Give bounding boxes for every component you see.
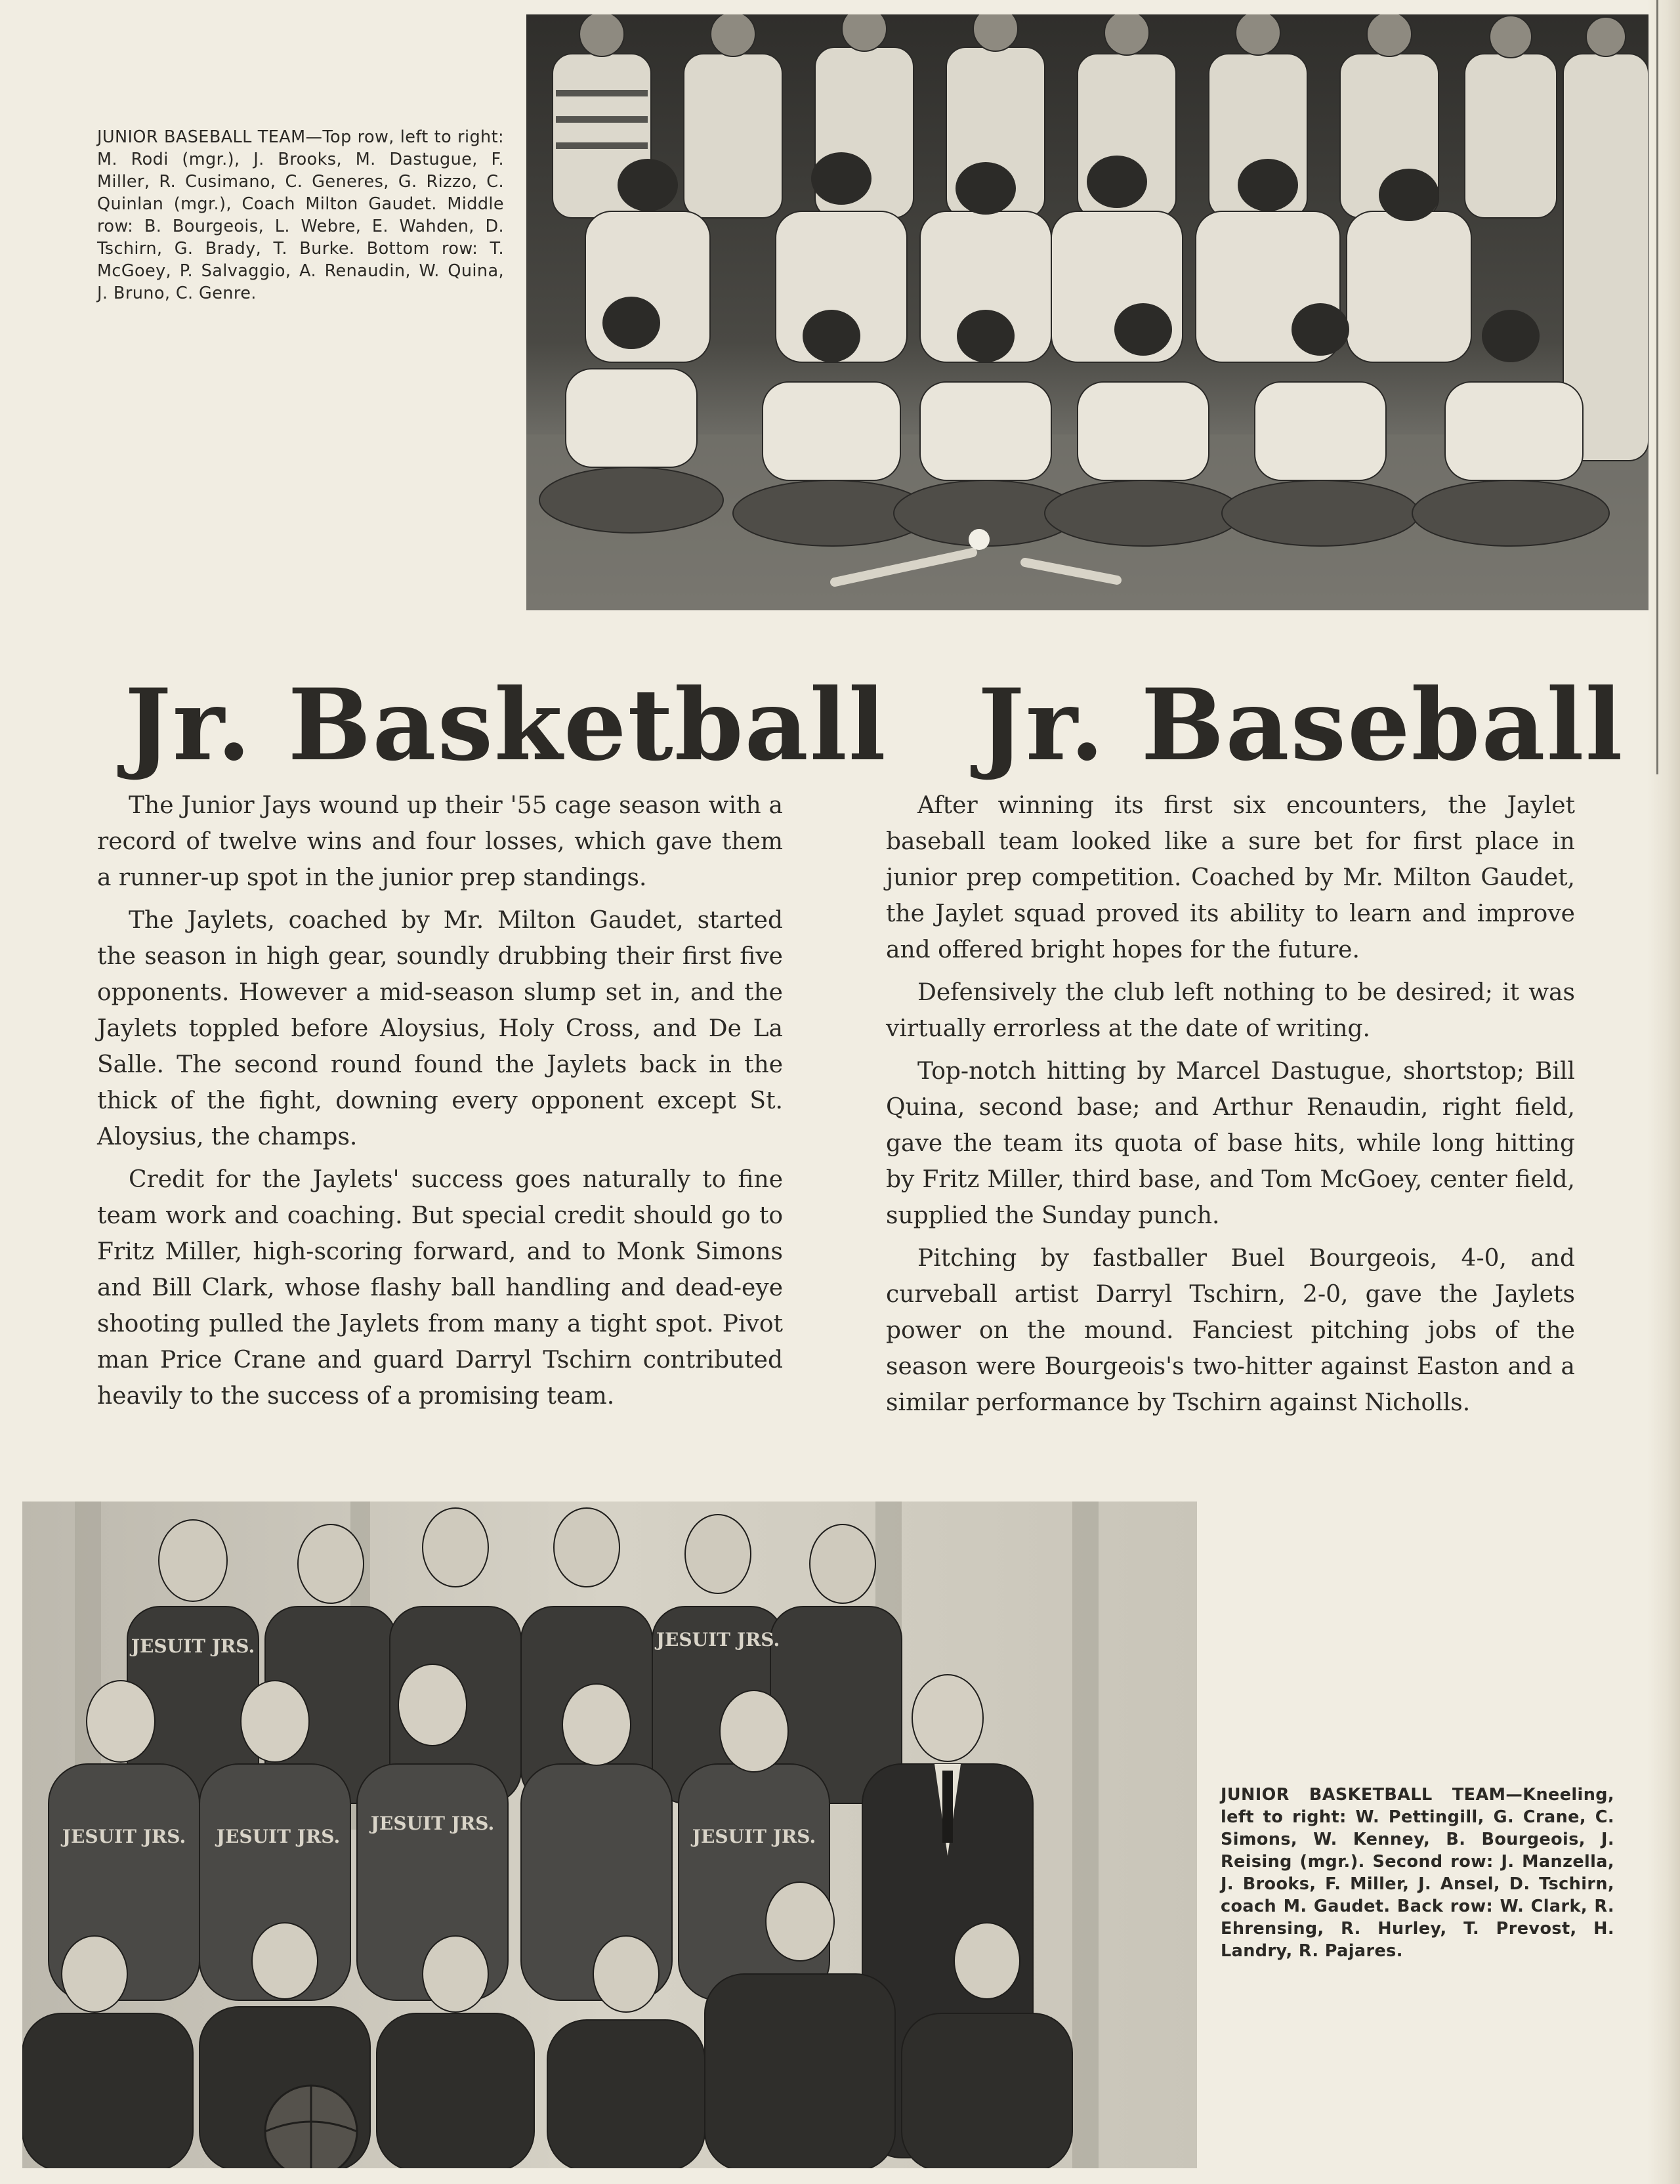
baseball-article	[886, 788, 1575, 1427]
basketball-paragraph: The Junior Jays wound up their '55 cage season with a record of twelve wins and four losses, which gave them a runner-up spot in the junior prep standings.	[97, 792, 783, 891]
basketball-paragraph: Credit for the Jaylets' success goes naturally to fine team work and coaching. But special credit should go to Fritz Miller, high-scoring forward, and to Monk Simons and Bill Clark, whose flashy ball handling and dead-eye shooting pulled the Jaylets from many a tight spot. Pivot man Price Crane and guard Darryl Tschirn contributed heavily to the success of a promising team.	[97, 1166, 783, 1410]
sweater-lettering: JESUIT JRS.	[62, 1826, 186, 1847]
baseball-paragraph: After winning its first six encounters, the Jaylet baseball team looked like a sure bet for first place in junior prep competition. Coached by Mr. Milton Gaudet, the Jaylet squad proved its ability to learn and improve and offered bright hopes for the future.	[886, 792, 1575, 963]
baseball-headline: Jr. Baseball	[978, 667, 1624, 783]
baseball-paragraph: Top-notch hitting by Marcel Dastugue, shortstop; Bill Quina, second base; and Arthur Renaudin, right field, gave the team its quota of base hits, while long hitting by Fritz Miller, third base, and Tom McGoey, center field, supplied the Sunday punch.	[886, 1058, 1575, 1229]
basketball-photo-caption: JUNIOR BASKETBALL TEAM—Kneeling, left to right: W. Pettingill, G. Crane, C. Simons, W. Kenney, B. Bourgeois, J. Reising (mgr.). Second row: J. Manzella, J. Brooks, F. Miller, J. Ansel, D. Tschirn, coach M. Gaudet. Back row: W. Clark, R. Ehrensing, R. Hurley, T. Prevost, H. Landry, R. Pajares.	[1221, 1785, 1614, 1961]
basketball-article	[97, 788, 783, 1421]
sweater-lettering: JESUIT JRS.	[656, 1629, 780, 1650]
basketball-team-photo	[22, 1502, 1197, 2168]
page-edge	[1647, 0, 1680, 2184]
basketball-headline: Jr. Basketball	[125, 667, 887, 783]
baseball-team-photo	[526, 14, 1648, 610]
basketball-paragraph: The Jaylets, coached by Mr. Milton Gaudet, started the season in high gear, soundly drubbing their first five opponents. However a mid-season slump set in, and the Jaylets toppled before Aloysius, Holy Cross, and De La Salle. The second round found the Jaylets back in the thick of the fight, downing every opponent except St. Aloysius, the champs.	[97, 907, 783, 1150]
baseball-photo-caption: JUNIOR BASEBALL TEAM—Top row, left to right: M. Rodi (mgr.), J. Brooks, M. Dastugue, F. Miller, R. Cusimano, C. Generes, G. Rizzo, C. Quinlan (mgr.), Coach Milton Gaudet. Middle row: B. Bourgeois, L. Webre, E. Wahden, D. Tschirn, G. Brady, T. Burke. Bottom row: T. McGoey, P. Salvaggio, A. Renaudin, W. Quina, J. Bruno, C. Genre.	[97, 127, 504, 303]
sweater-lettering: JESUIT JRS.	[131, 1635, 255, 1657]
baseball-paragraph: Defensively the club left nothing to be desired; it was virtually errorless at the date of writing.	[886, 979, 1575, 1042]
baseball-paragraph: Pitching by fastballer Buel Bourgeois, 4-0, and curveball artist Darryl Tschirn, 2-0, gave the Jaylets power on the mound. Fanciest pitching jobs of the season were Bourgeois's two-hitter against Easton and a similar performance by Tschirn against Nicholls.	[886, 1245, 1575, 1416]
sweater-lettering: JESUIT JRS.	[370, 1813, 495, 1834]
sweater-lettering: JESUIT JRS.	[692, 1826, 816, 1847]
sweater-lettering: JESUIT JRS.	[216, 1826, 341, 1847]
